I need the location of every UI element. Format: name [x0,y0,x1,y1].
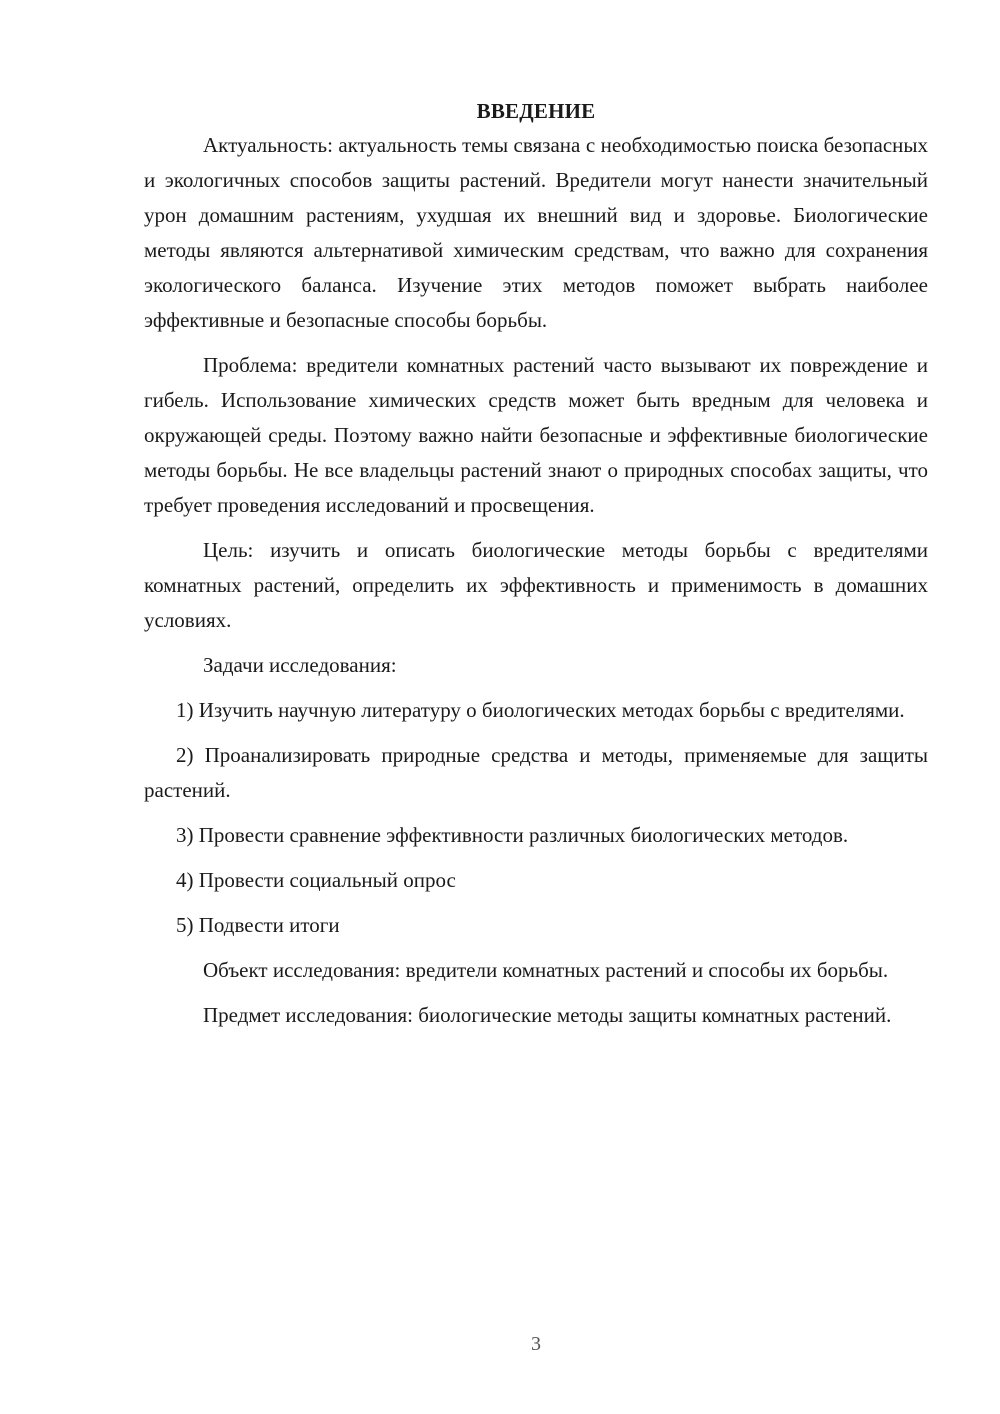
document-page [144,94,928,1043]
problem-paragraph: Проблема: вредители комнатных растений часто вызывают их повреждение и гибель. Использование химических средств может быть вредным для человека и окружающей среды. Поэтому важно найти безопасные и эффективные биологические методы борьбы. Не все владельцы растений знают о природных способах защиты, что требует проведения исследований и просвещения. [144,353,928,517]
tasks-title: Задачи исследования: [203,653,397,677]
page-number: 3 [531,1333,541,1355]
subject-paragraph: Предмет исследования: биологические методы защиты комнатных растений. [203,1003,892,1027]
relevance-paragraph: Актуальность: актуальность темы связана с необходимостью поиска безопасных и экологичных способов защиты растений. Вредители могут нанести значительный урон домашним растениям, ухудшая их внешний вид и здоровье. Биологические методы являются альтернативой химическим средствам, что важно для сохранения экологического баланса. Изучение этих методов поможет выбрать наиболее эффективные и безопасные способы борьбы. [144,133,928,332]
task-item-4: 4) Провести социальный опрос [176,868,456,892]
task-item-5: 5) Подвести итоги [176,913,340,937]
goal-paragraph: Цель: изучить и описать биологические методы борьбы с вредителями комнатных растений, определить их эффективность и применимость в домашних условиях. [144,538,928,632]
task-item-2: 2) Проанализировать природные средства и методы, применяемые для защиты растений. [144,743,928,802]
task-item-3: 3) Провести сравнение эффективности различных биологических методов. [176,823,849,847]
task-item-1: 1) Изучить научную литературу о биологических методах борьбы с вредителями. [176,698,905,722]
section-heading: ВВЕДЕНИЕ [476,99,596,123]
object-paragraph: Объект исследования: вредители комнатных растений и способы их борьбы. [203,958,889,982]
